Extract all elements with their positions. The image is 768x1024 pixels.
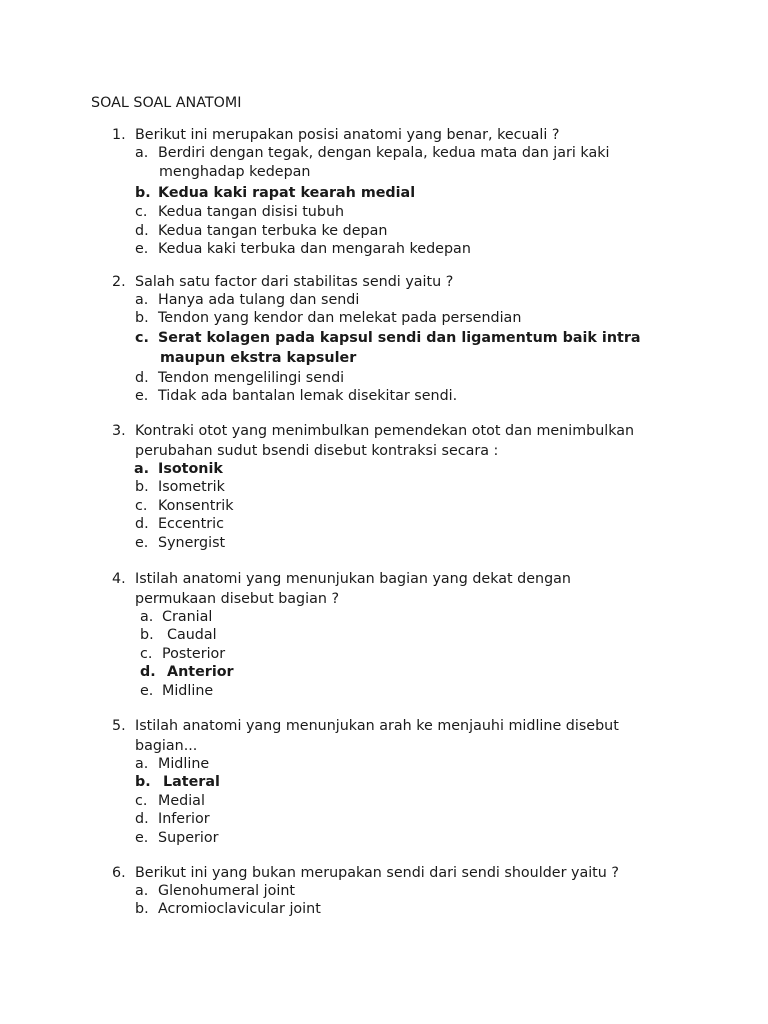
option-letter: b. [135,774,151,791]
option-e [112,240,712,258]
option-d [112,515,712,533]
option-text: Serat kolagen pada kapsul sendi dan ligamentum baik intra [158,329,641,346]
option-text: Kedua tangan terbuka ke depan [158,222,388,239]
option-text: Caudal [167,627,217,644]
option-a-continued [112,162,712,183]
option-letter: d. [135,369,149,386]
option-letter: a. [135,756,149,772]
option-text: Synergist [158,534,226,551]
question-number: 5. [112,718,126,734]
option-b [112,626,712,644]
option-c [112,203,712,221]
option-letter: b. [135,184,151,201]
option-text: Anterior [167,664,234,681]
option-text: Inferior [158,811,210,828]
option-letter: a. [135,292,149,308]
option-letter: e. [140,682,154,699]
option-letter: c. [135,792,148,809]
question-text-continued: permukaan disebut bagian ? [135,591,340,607]
option-text: Kedua kaki rapat kearah medial [158,184,416,201]
option-text: Acromioclavicular joint [158,901,321,918]
option-letter: d. [135,222,149,239]
option-letter: c. [135,329,149,346]
question-text: Salah satu factor dari stabilitas sendi yaitu ? [135,274,454,290]
option-letter: c. [135,204,148,221]
option-a [112,882,712,900]
question-6 [112,864,712,919]
question-2 [112,273,712,406]
option-b [112,478,712,496]
question-5 [112,716,712,847]
option-text: Isotonik [158,461,223,477]
question-text: Istilah anatomi yang menunjukan bagian yang dekat dengan [135,571,571,587]
question-number: 6. [112,865,126,881]
option-d [112,663,712,681]
option-text: Glenohumeral joint [158,883,296,899]
option-d [112,369,712,387]
option-letter: a. [134,461,150,477]
question-text: Berikut ini yang bukan merupakan sendi dari sendi shoulder yaitu ? [135,865,619,881]
option-c-continued [112,348,712,369]
question-text: Berikut ini merupakan posisi anatomi yang benar, kecuali ? [135,127,560,143]
option-letter: a. [135,883,149,899]
option-letter: e. [135,829,149,846]
option-text: Berdiri dengan tegak, dengan kepala, kedua mata dan jari kaki [158,145,610,161]
question-number: 4. [112,571,126,587]
option-letter: a. [135,145,149,161]
question-number: 1. [112,127,126,143]
option-text: Cranial [162,609,213,625]
option-letter: b. [135,310,149,327]
question-number: 3. [112,423,126,439]
option-text: menghadap kedepan [159,164,311,181]
option-b [112,773,712,791]
option-text: Kedua kaki terbuka dan mengarah kedepan [158,241,471,258]
question-text: Istilah anatomi yang menunjukan arah ke menjauhi midline disebut [135,718,619,734]
option-letter: b. [140,627,154,644]
option-e [112,829,712,847]
option-a [112,608,712,626]
question-3 [112,421,712,552]
option-d [112,810,712,828]
option-b [112,309,712,327]
question-text-continued: bagian... [135,738,198,754]
option-letter: c. [140,645,153,662]
document-title: SOAL SOAL ANATOMI [91,95,242,111]
question-text-continued: perubahan sudut bsendi disebut kontraksi secara : [135,443,499,459]
option-c [112,497,712,515]
option-text: Posterior [162,645,226,662]
option-d [112,222,712,240]
option-a [112,291,712,309]
option-text: Isometrik [158,479,225,496]
option-text: Superior [158,829,219,846]
option-letter: a. [140,609,154,625]
option-text: Medial [158,792,205,809]
option-c [112,645,712,663]
option-letter: d. [135,811,149,828]
option-c [112,328,712,349]
option-letter: b. [135,479,149,496]
question-text: Kontraki otot yang menimbulkan pemendekan otot dan menimbulkan [135,423,635,439]
option-text: Midline [162,682,214,699]
option-text: Lateral [163,774,220,791]
question-number: 2. [112,274,126,290]
option-e [112,387,712,405]
option-c [112,792,712,810]
option-letter: d. [140,664,156,681]
option-letter: e. [135,534,149,551]
option-letter: c. [135,497,148,514]
option-text: Konsentrik [158,497,234,514]
option-letter: e. [135,241,149,258]
question-1 [112,126,712,259]
option-e [112,534,712,552]
option-text: Tendon yang kendor dan melekat pada persendian [158,310,522,327]
option-text: Eccentric [158,516,224,533]
option-e [112,682,712,700]
question-4 [112,569,712,700]
option-letter: b. [135,901,149,918]
option-a [112,460,712,478]
option-text: Hanya ada tulang dan sendi [158,292,360,308]
option-text: maupun ekstra kapsuler [160,350,357,367]
option-b [112,183,712,204]
option-a [112,144,712,162]
option-letter: e. [135,388,149,405]
option-text: Midline [158,756,210,772]
option-a [112,755,712,773]
option-b [112,900,712,918]
option-text: Tendon mengelilingi sendi [158,369,345,386]
option-letter: d. [135,516,149,533]
option-text: Kedua tangan disisi tubuh [158,204,345,221]
option-text: Tidak ada bantalan lemak disekitar sendi. [158,388,458,405]
